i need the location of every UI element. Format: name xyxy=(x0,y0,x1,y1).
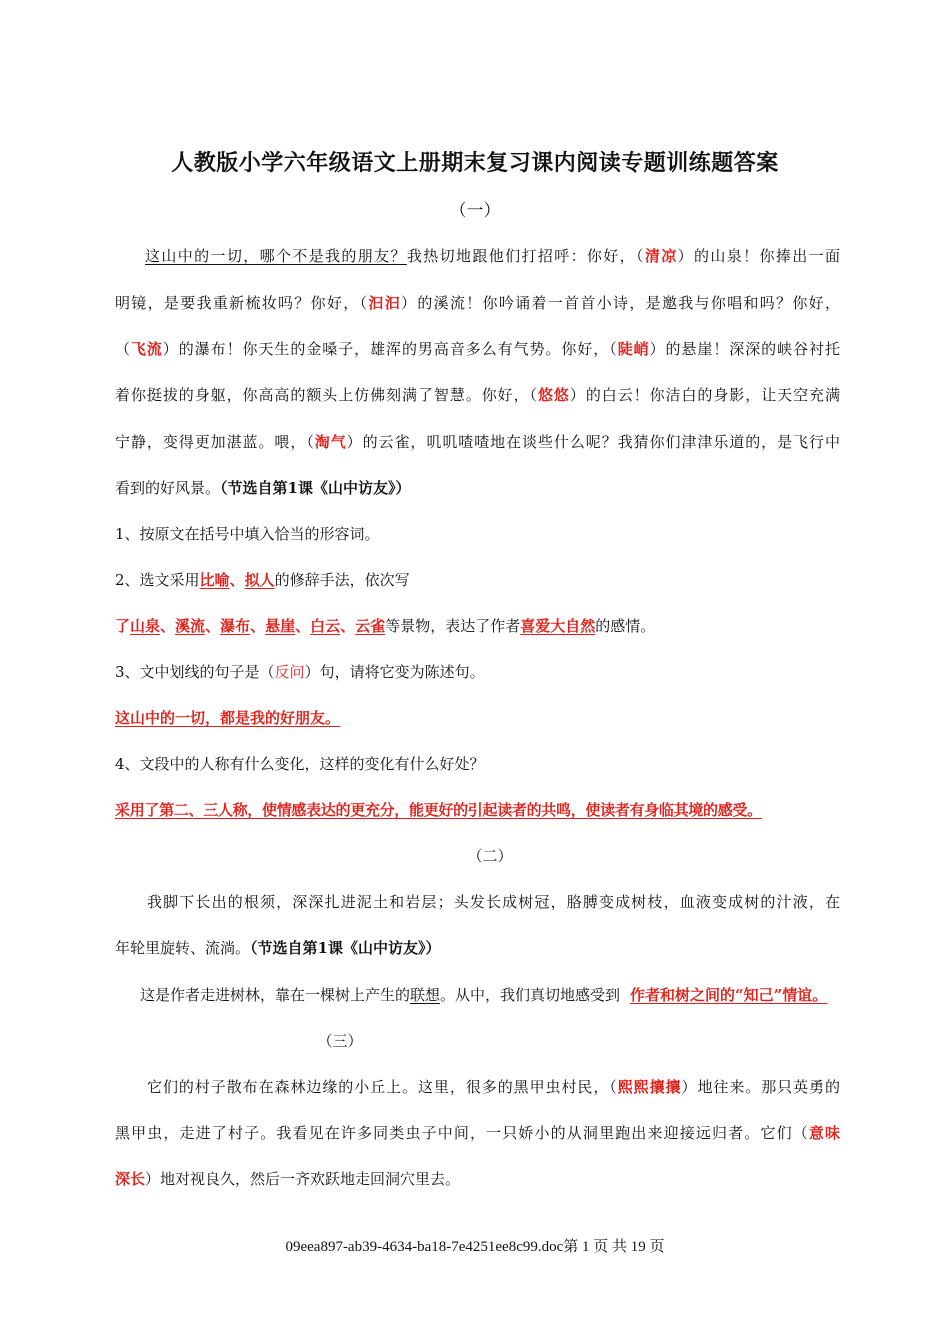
question-4: 4、文段中的人称有什么变化，这样的变化有什么好处？ xyxy=(115,755,485,773)
answer-3: 这山中的一切，都是我的好朋友。 xyxy=(115,709,341,727)
passage-text: 黑甲虫，走进了村子。我看见在许多同类虫子中间，一只娇小的从洞里跑出来迎接远归者。它们（ xyxy=(115,1124,809,1142)
answer-blank: 清凉 xyxy=(644,247,678,265)
answer-scenery: 溪流 xyxy=(175,617,206,635)
question-text: 的感情。 xyxy=(595,617,656,635)
question-2-continued xyxy=(115,615,840,636)
answer-separator: 、 xyxy=(250,617,266,635)
passage3-line2 xyxy=(115,1122,840,1143)
answer-text: 了 xyxy=(115,617,131,635)
answer-blank: 汩汩 xyxy=(368,294,402,312)
passage-text: ）的白云！你洁白的身影，让天空充满 xyxy=(569,386,840,404)
passage1-line4 xyxy=(115,384,840,405)
passage1-line2 xyxy=(115,292,840,313)
question-text: 2、选文采用 xyxy=(115,571,200,589)
passage-text: ）的云雀，叽叽喳喳地在谈些什么呢？我猜你们津津乐道的，是飞行中 xyxy=(346,433,840,451)
passage-text: 它们的村子散布在森林边缘的小丘上。这里，很多的黑甲虫村民，（ xyxy=(147,1078,618,1096)
answer-blank: 意味 xyxy=(808,1124,840,1142)
passage-text: 着你挺拔的身躯，你高高的额头上仿佛刻满了智慧。你好，（ xyxy=(115,386,538,404)
passage-text: ）地往来。那只英勇的 xyxy=(681,1078,840,1096)
source-citation: （节选自第1课《山中访友》） xyxy=(220,479,411,497)
question-2 xyxy=(115,569,840,590)
passage-text: （ xyxy=(115,340,131,358)
answer-separator: 、 xyxy=(295,617,311,635)
question-text: 3、文中划线的句子是（ xyxy=(115,663,275,681)
question-1: 1、按原文在括号中填入恰当的形容词。 xyxy=(115,525,380,543)
keyword-association: 联想 xyxy=(410,986,441,1004)
passage2-line1: 我脚下长出的根须，深深扎进泥土和岩层；头发长成树冠，胳膊变成树枝，血液变成树的汁液，在 xyxy=(147,893,840,911)
passage3-line1 xyxy=(115,1076,840,1097)
answer-scenery: 白云 xyxy=(310,617,341,635)
answer-blank: 悠悠 xyxy=(537,386,570,404)
answer-scenery: 山泉 xyxy=(130,617,161,635)
answer-4: 采用了第二、三人称，使情感表达的更充分，能更好的引起读者的共鸣，使读者有身临其境的感受。 xyxy=(115,801,762,819)
passage-text: 我热切地跟他们打招呼：你好，（ xyxy=(406,247,645,265)
answer-blank: 熙熙攘攘 xyxy=(617,1078,682,1096)
question-text: ）句，请将它变为陈述句。 xyxy=(304,663,485,681)
section-heading-3: （三） xyxy=(317,1032,363,1050)
question-3 xyxy=(115,661,840,682)
document-title: 人教版小学六年级语文上册期末复习课内阅读专题训练题答案 xyxy=(171,150,779,176)
comment-text: 这是作者走进树林，靠在一棵树上产生的 xyxy=(140,986,411,1004)
answer-blank: 陡峭 xyxy=(617,340,650,358)
answer-rhetorical: 反问 xyxy=(274,663,305,681)
passage-text: 明镜，是要我重新梳妆吗？你好，（ xyxy=(115,294,369,312)
question-text: 的修辞手法，依次写 xyxy=(274,571,410,589)
page-footer: 09eea897-ab39-4634-ba18-7e4251ee8c99.doc第 1 页 共 19 页 xyxy=(285,1239,665,1255)
underlined-sentence: 这山中的一切，哪个不是我的朋友？ xyxy=(145,247,407,265)
answer-friendship: 作者和树之间的“知己”情谊。 xyxy=(630,986,828,1004)
answer-scenery: 云雀 xyxy=(355,617,386,635)
passage2-line2 xyxy=(115,937,840,958)
answer-metaphor: 比喻 xyxy=(199,571,230,589)
answer-personification: 拟人 xyxy=(244,571,275,589)
passage1-line1 xyxy=(115,245,840,266)
answer-blank: 深长 xyxy=(115,1170,146,1188)
answer-scenery: 瀑布 xyxy=(220,617,251,635)
passage-text: ）的山泉！你捧出一面 xyxy=(677,247,840,265)
section-heading-1: （一） xyxy=(449,201,501,221)
passage-text: 看到的好风景。 xyxy=(115,479,221,497)
passage-text: ）的瀑布！你天生的金嗓子，雄浑的男高音多么有气势。你好，（ xyxy=(162,340,618,358)
passage1-line5 xyxy=(115,431,840,452)
passage1-line3 xyxy=(115,338,840,359)
comment-text: 。从中，我们真切地感受到 xyxy=(440,986,621,1004)
answer-scenery: 悬崖 xyxy=(265,617,296,635)
answer-feeling: 喜爱大自然 xyxy=(520,617,596,635)
passage-text: ）的悬崖！深深的峡谷衬托 xyxy=(649,340,840,358)
answer-blank: 飞流 xyxy=(130,340,163,358)
passage3-line3 xyxy=(115,1168,840,1189)
passage-text: ）地对视良久，然后一齐欢跃地走回洞穴里去。 xyxy=(145,1170,461,1188)
passage-text: ）的溪流！你吟诵着一首首小诗，是邀我与你唱和吗？你好， xyxy=(401,294,840,312)
passage-text: 宁静，变得更加湛蓝。喂，（ xyxy=(115,433,315,451)
source-citation: （节选自第1课《山中访友》） xyxy=(250,939,441,957)
question-text: 等景物，表达了作者 xyxy=(385,617,521,635)
answer-blank: 淘气 xyxy=(314,433,347,451)
passage1-line6 xyxy=(115,477,840,498)
passage2-comment xyxy=(140,984,840,1005)
section-heading-2: （二） xyxy=(467,847,513,865)
answer-separator: 、 xyxy=(340,617,356,635)
answer-separator: 、 xyxy=(160,617,176,635)
answer-separator: 、 xyxy=(205,617,221,635)
answer-separator: 、 xyxy=(229,571,245,589)
passage-text: 年轮里旋转、流淌。 xyxy=(115,939,251,957)
